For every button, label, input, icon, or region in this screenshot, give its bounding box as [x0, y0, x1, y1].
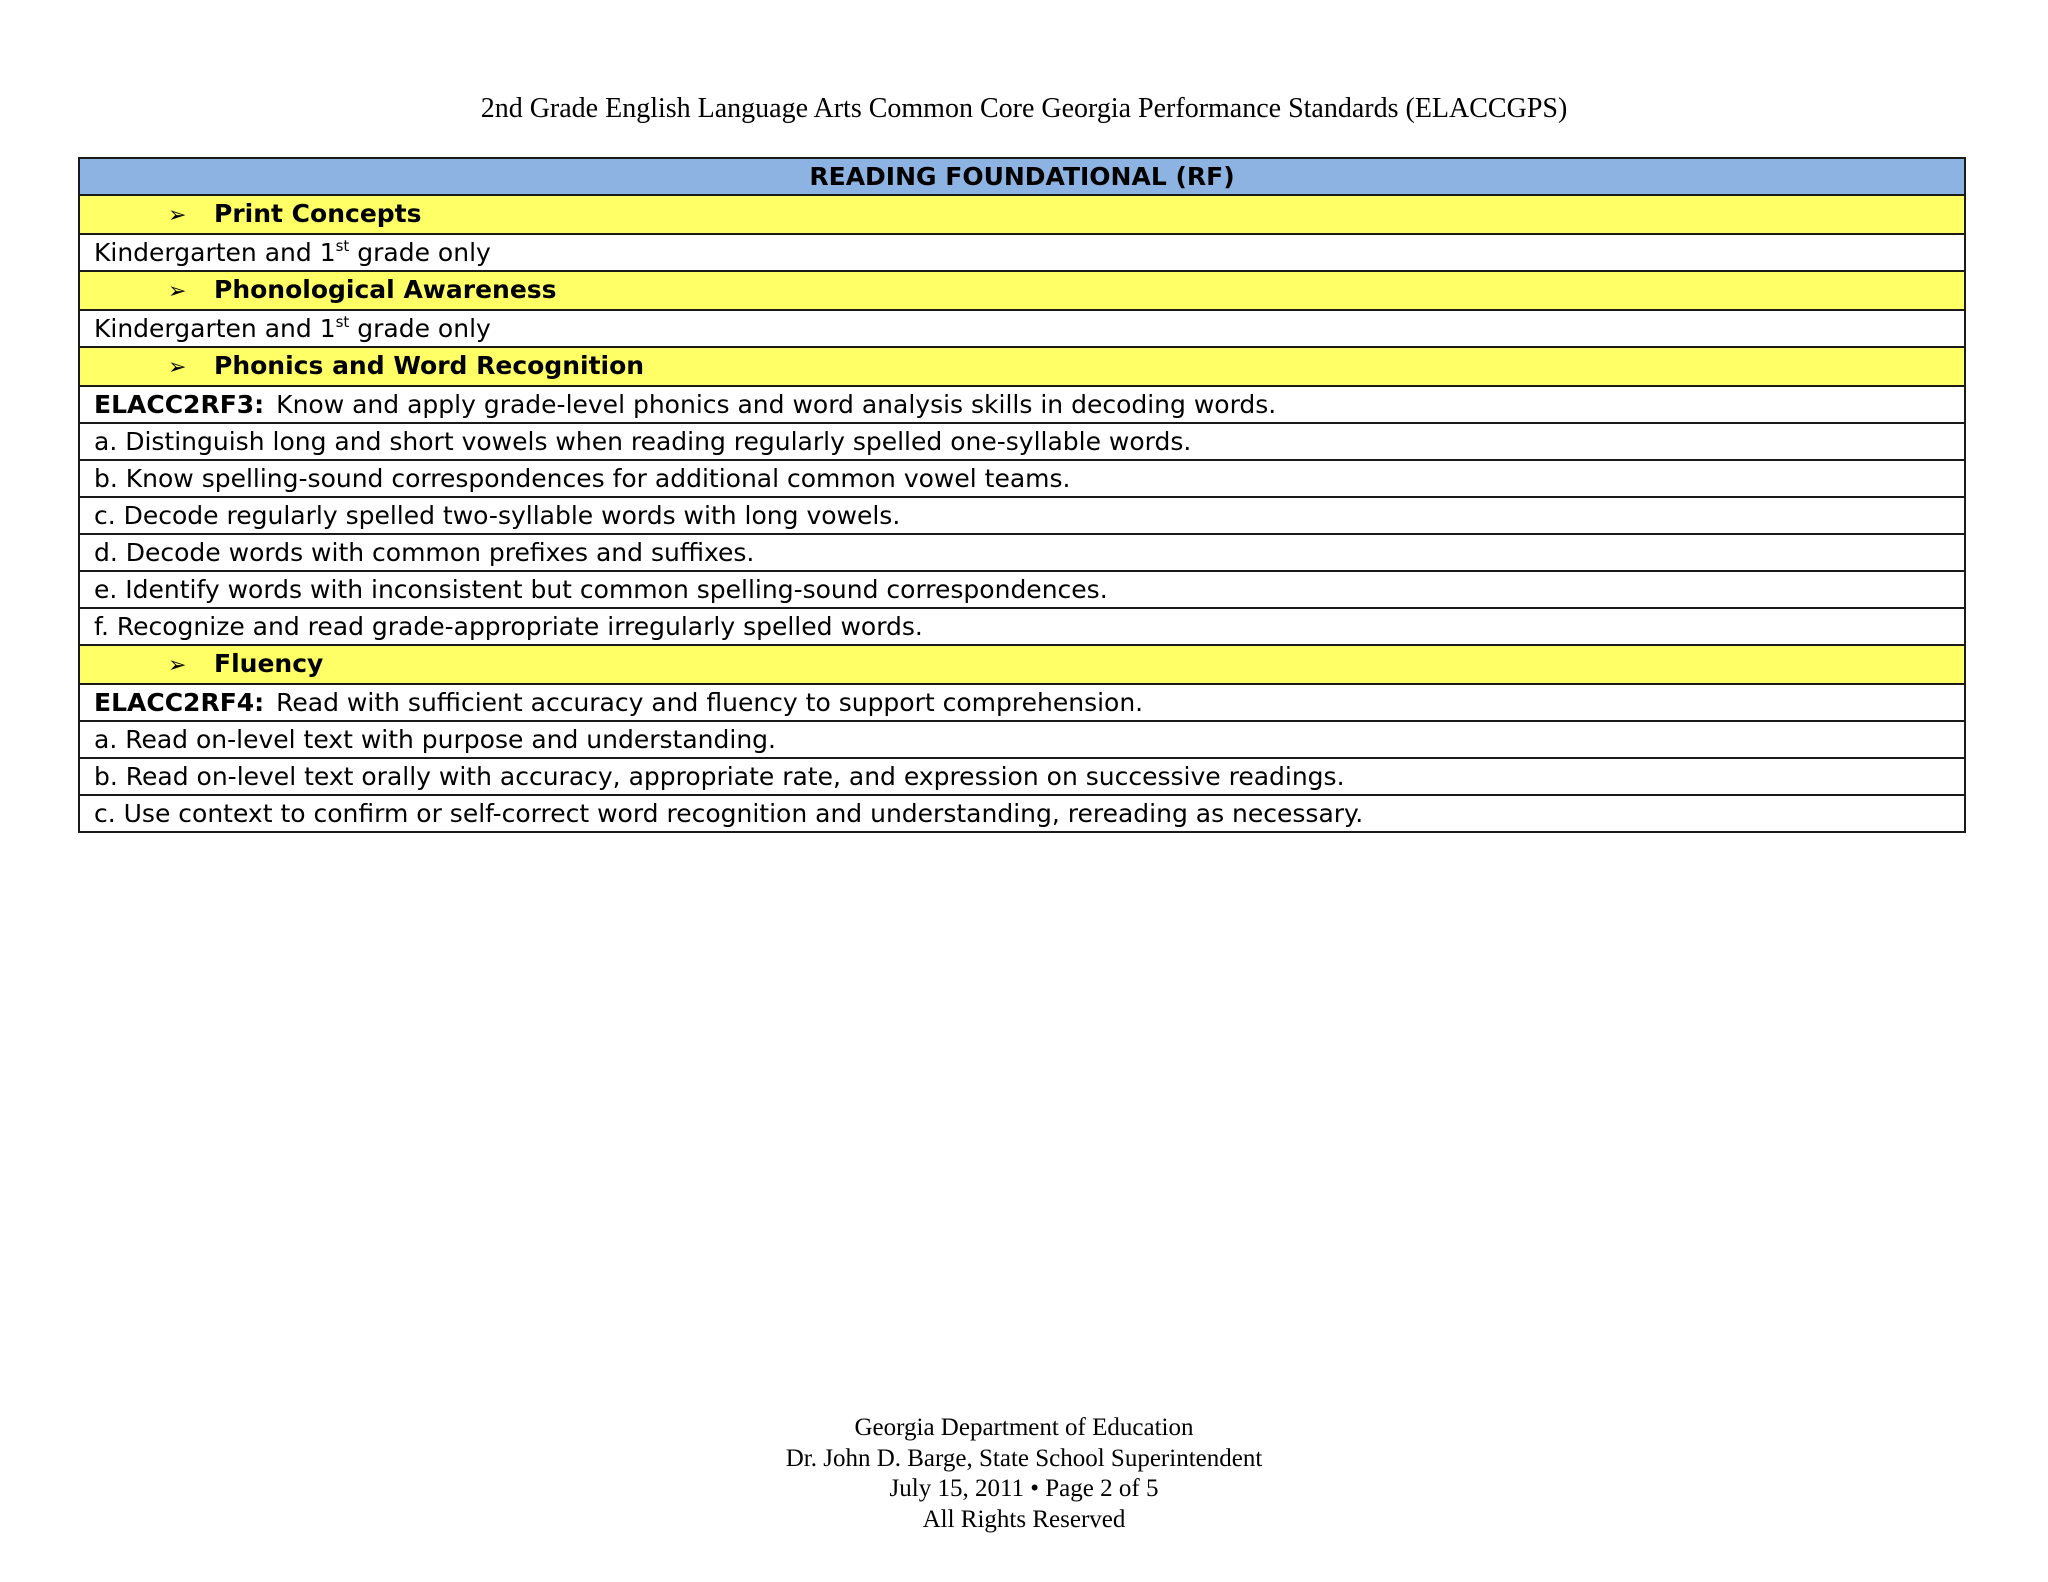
standard-text: Know and apply grade-level phonics and word analysis skills in decoding words.: [276, 390, 1277, 419]
table-row: [79, 423, 1965, 460]
table-row: [79, 721, 1965, 758]
table-header-row: [79, 158, 1965, 195]
section-row-phonics: [79, 347, 1965, 386]
footer-superintendent: Dr. John D. Barge, State School Superintendent: [785, 1444, 1263, 1472]
list-item: b. Know spelling-sound correspondences for additional common vowel teams.: [79, 460, 1965, 497]
arrow-bullet-icon: ➢: [168, 355, 187, 380]
section-heading-print-concepts: Print Concepts: [214, 199, 422, 228]
standards-table: [78, 157, 1966, 833]
standard-elacc2rf4: [79, 684, 1965, 721]
table-row: [79, 795, 1965, 832]
standard-code: ELACC2RF4:: [94, 688, 265, 717]
section-row-fluency: [79, 645, 1965, 684]
table-row: [79, 608, 1965, 645]
section-heading-phonological-awareness: Phonological Awareness: [214, 275, 557, 304]
list-item: b. Read on-level text orally with accuracy, appropriate rate, and expression on successive readings.: [79, 758, 1965, 795]
section-heading-phonics: Phonics and Word Recognition: [214, 351, 645, 380]
table-row: [79, 310, 1965, 347]
standard-code: ELACC2RF3:: [94, 390, 265, 419]
table-row: [79, 386, 1965, 423]
list-item: c. Decode regularly spelled two-syllable words with long vowels.: [79, 497, 1965, 534]
table-row: [79, 684, 1965, 721]
section-heading-fluency: Fluency: [214, 649, 324, 678]
table-row: [79, 758, 1965, 795]
footer-date-page: July 15, 2011 • Page 2 of 5: [889, 1475, 1159, 1502]
table-row: [79, 571, 1965, 608]
table-row: [79, 534, 1965, 571]
document-title: 2nd Grade English Language Arts Common Core Georgia Performance Standards (ELACCGPS): [480, 93, 1568, 124]
footer-rights: All Rights Reserved: [922, 1505, 1126, 1533]
table-row: [79, 460, 1965, 497]
arrow-bullet-icon: ➢: [168, 203, 187, 228]
page-footer: [0, 1413, 2048, 1535]
list-item: c. Use context to confirm or self-correct word recognition and understanding, rereading as necessary.: [79, 795, 1965, 832]
list-item: a. Read on-level text with purpose and understanding.: [79, 721, 1965, 758]
section-row-phonological-awareness: [79, 271, 1965, 310]
standard-text: Read with sufficient accuracy and fluency to support comprehension.: [276, 688, 1144, 717]
list-item: e. Identify words with inconsistent but common spelling-sound correspondences.: [79, 571, 1965, 608]
footer-department: Georgia Department of Education: [854, 1414, 1194, 1441]
phonological-awareness-note: Kindergarten and 1st grade only: [79, 310, 1965, 347]
arrow-bullet-icon: ➢: [168, 279, 187, 304]
table-header-reading-foundational: READING FOUNDATIONAL (RF): [79, 158, 1965, 195]
arrow-bullet-icon: ➢: [168, 653, 187, 678]
standard-elacc2rf3: [79, 386, 1965, 423]
print-concepts-note: Kindergarten and 1st grade only: [79, 234, 1965, 271]
section-row-print-concepts: [79, 195, 1965, 234]
list-item: a. Distinguish long and short vowels when reading regularly spelled one-syllable words.: [79, 423, 1965, 460]
list-item: d. Decode words with common prefixes and suffixes.: [79, 534, 1965, 571]
table-row: [79, 497, 1965, 534]
table-row: [79, 234, 1965, 271]
list-item: f. Recognize and read grade-appropriate irregularly spelled words.: [79, 608, 1965, 645]
